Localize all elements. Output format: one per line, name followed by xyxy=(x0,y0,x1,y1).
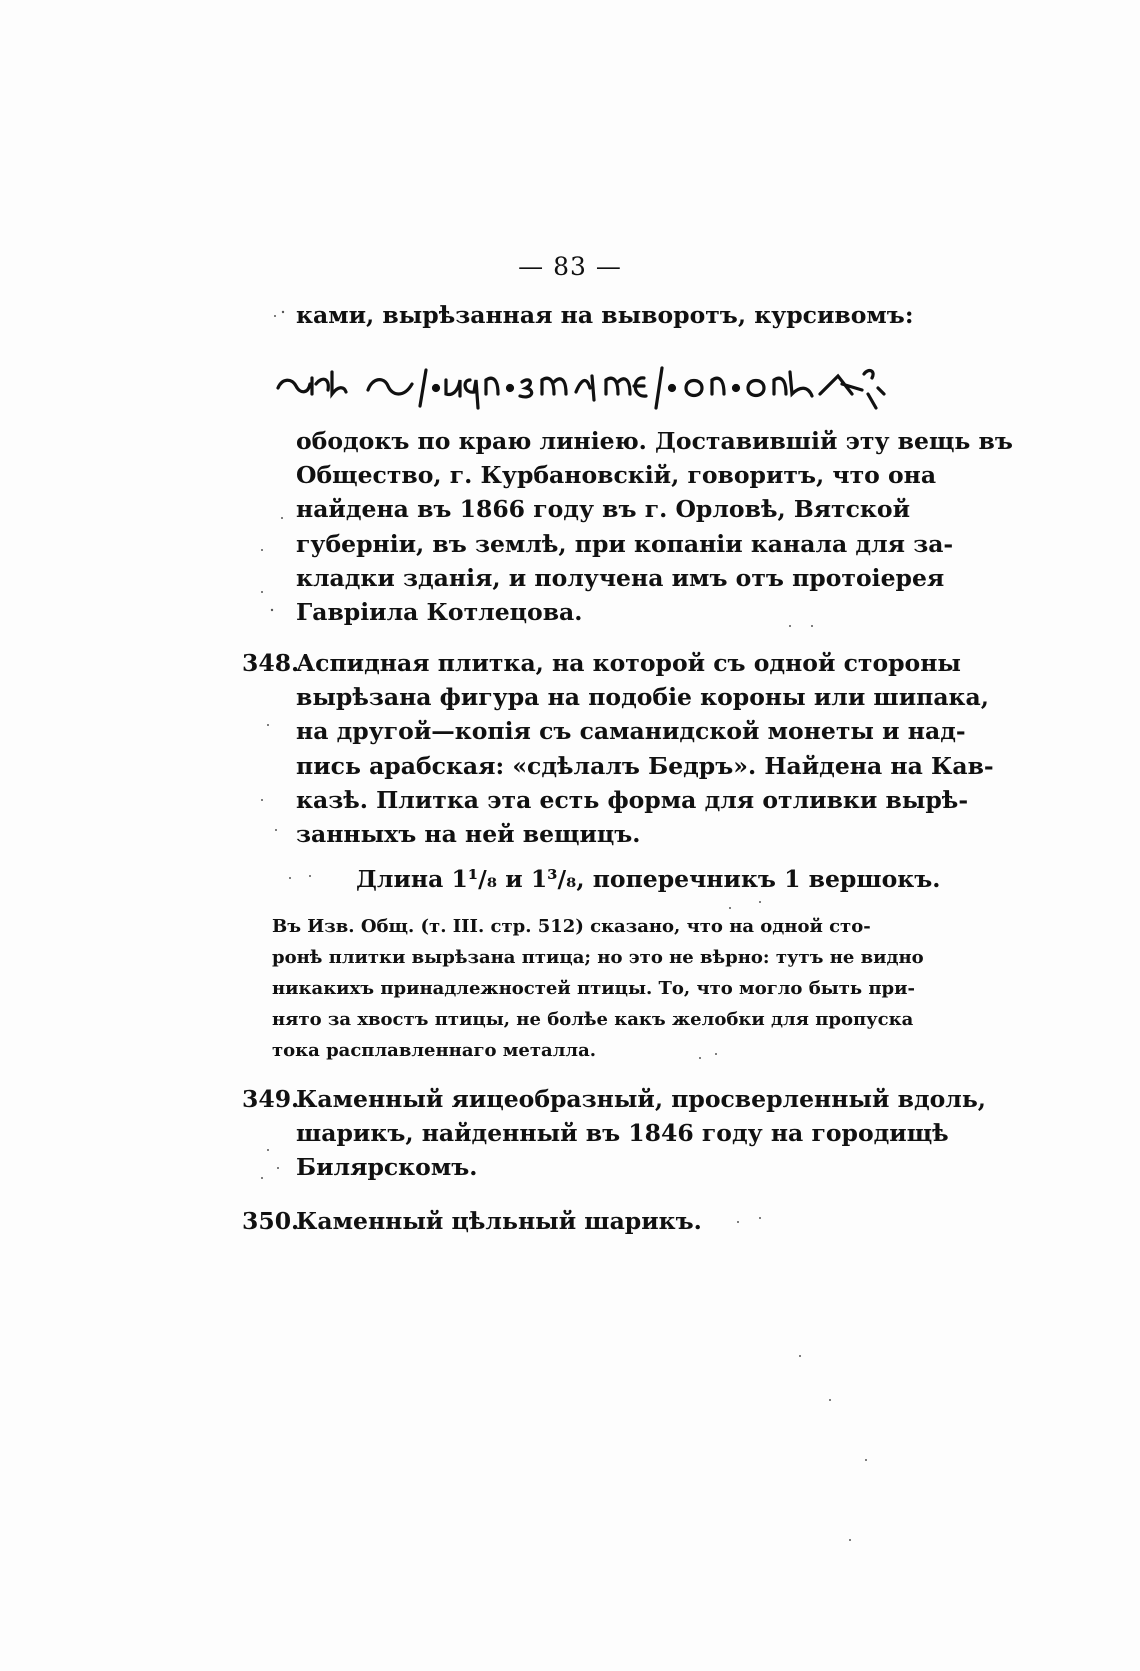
entry-348-line-6: занныхъ на ней вещицъ. xyxy=(296,820,641,848)
entry-350-text: Каменный цѣльный шарикъ. xyxy=(296,1207,702,1235)
intro-body-line-2: Общество, г. Курбановскiй, говоритъ, что она xyxy=(296,461,937,489)
entry-349-line-3: Билярскомъ. xyxy=(296,1153,478,1181)
page-number: — 83 — xyxy=(518,252,622,281)
entry-348-dimensions: Длина 1¹/₈ и 1³/₈, поперечникъ 1 вершокъ. xyxy=(356,865,941,893)
intro-body-line-3: найдена въ 1866 году въ г. Орловѣ, Вятской xyxy=(296,495,910,523)
entry-348-number: 348. xyxy=(242,649,300,677)
entry-348-line-4: пись арабская: «сдѣлалъ Бедръ». Найдена на Кав- xyxy=(296,752,994,780)
entry-350-number: 350. xyxy=(242,1207,300,1235)
entry-349-line-2: шарикъ, найденный въ 1846 году на городищѣ xyxy=(296,1119,949,1147)
cursive-inscription xyxy=(272,349,892,418)
entry-349-number: 349. xyxy=(242,1085,300,1113)
entry-348-line-3: на другой—копiя съ саманидской монеты и над- xyxy=(296,717,966,745)
inscription-text: ᴥrkβ ᘓ|·иqп·зп ξтЄ|·оп·оиᘗ xyxy=(272,349,499,368)
note-line-3: никакихъ принадлежностей птицы. То, что могло быть при- xyxy=(272,978,915,999)
note-line-4: нято за хвостъ птицы, не болѣе какъ желобки для пропуска xyxy=(272,1009,914,1030)
inscription-glyphs xyxy=(272,349,892,418)
entry-348-line-2: вырѣзана фигура на подобiе короны или шипака, xyxy=(296,683,989,711)
entry-348-line-5: казѣ. Плитка эта есть форма для отливки вырѣ- xyxy=(296,786,969,814)
note-line-1: Въ Изв. Общ. (т. III. стр. 512) сказано, что на одной сто- xyxy=(272,916,871,937)
entry-348-line-1: Аспидная плитка, на которой съ одной стороны xyxy=(296,649,961,677)
note-line-2: ронѣ плитки вырѣзана птица; но это не вѣрно: тутъ не видно xyxy=(272,947,924,968)
note-line-5: тока расплавленнаго металла. xyxy=(272,1040,597,1061)
intro-body-line-1: ободокъ по краю линiею. Доставившiй эту вещь въ xyxy=(296,427,1013,455)
entry-349-line-1: Каменный яицеобразный, просверленный вдоль, xyxy=(296,1085,986,1113)
intro-body-line-6: Гаврiила Котлецова. xyxy=(296,598,583,626)
intro-first-line: ками, вырѣзанная на выворотъ, курсивомъ: xyxy=(296,301,914,329)
intro-body-line-5: кладки зданiя, и получена имъ отъ протоiерея xyxy=(296,564,945,592)
intro-body-line-4: губернiи, въ землѣ, при копанiи канала для за- xyxy=(296,530,954,558)
